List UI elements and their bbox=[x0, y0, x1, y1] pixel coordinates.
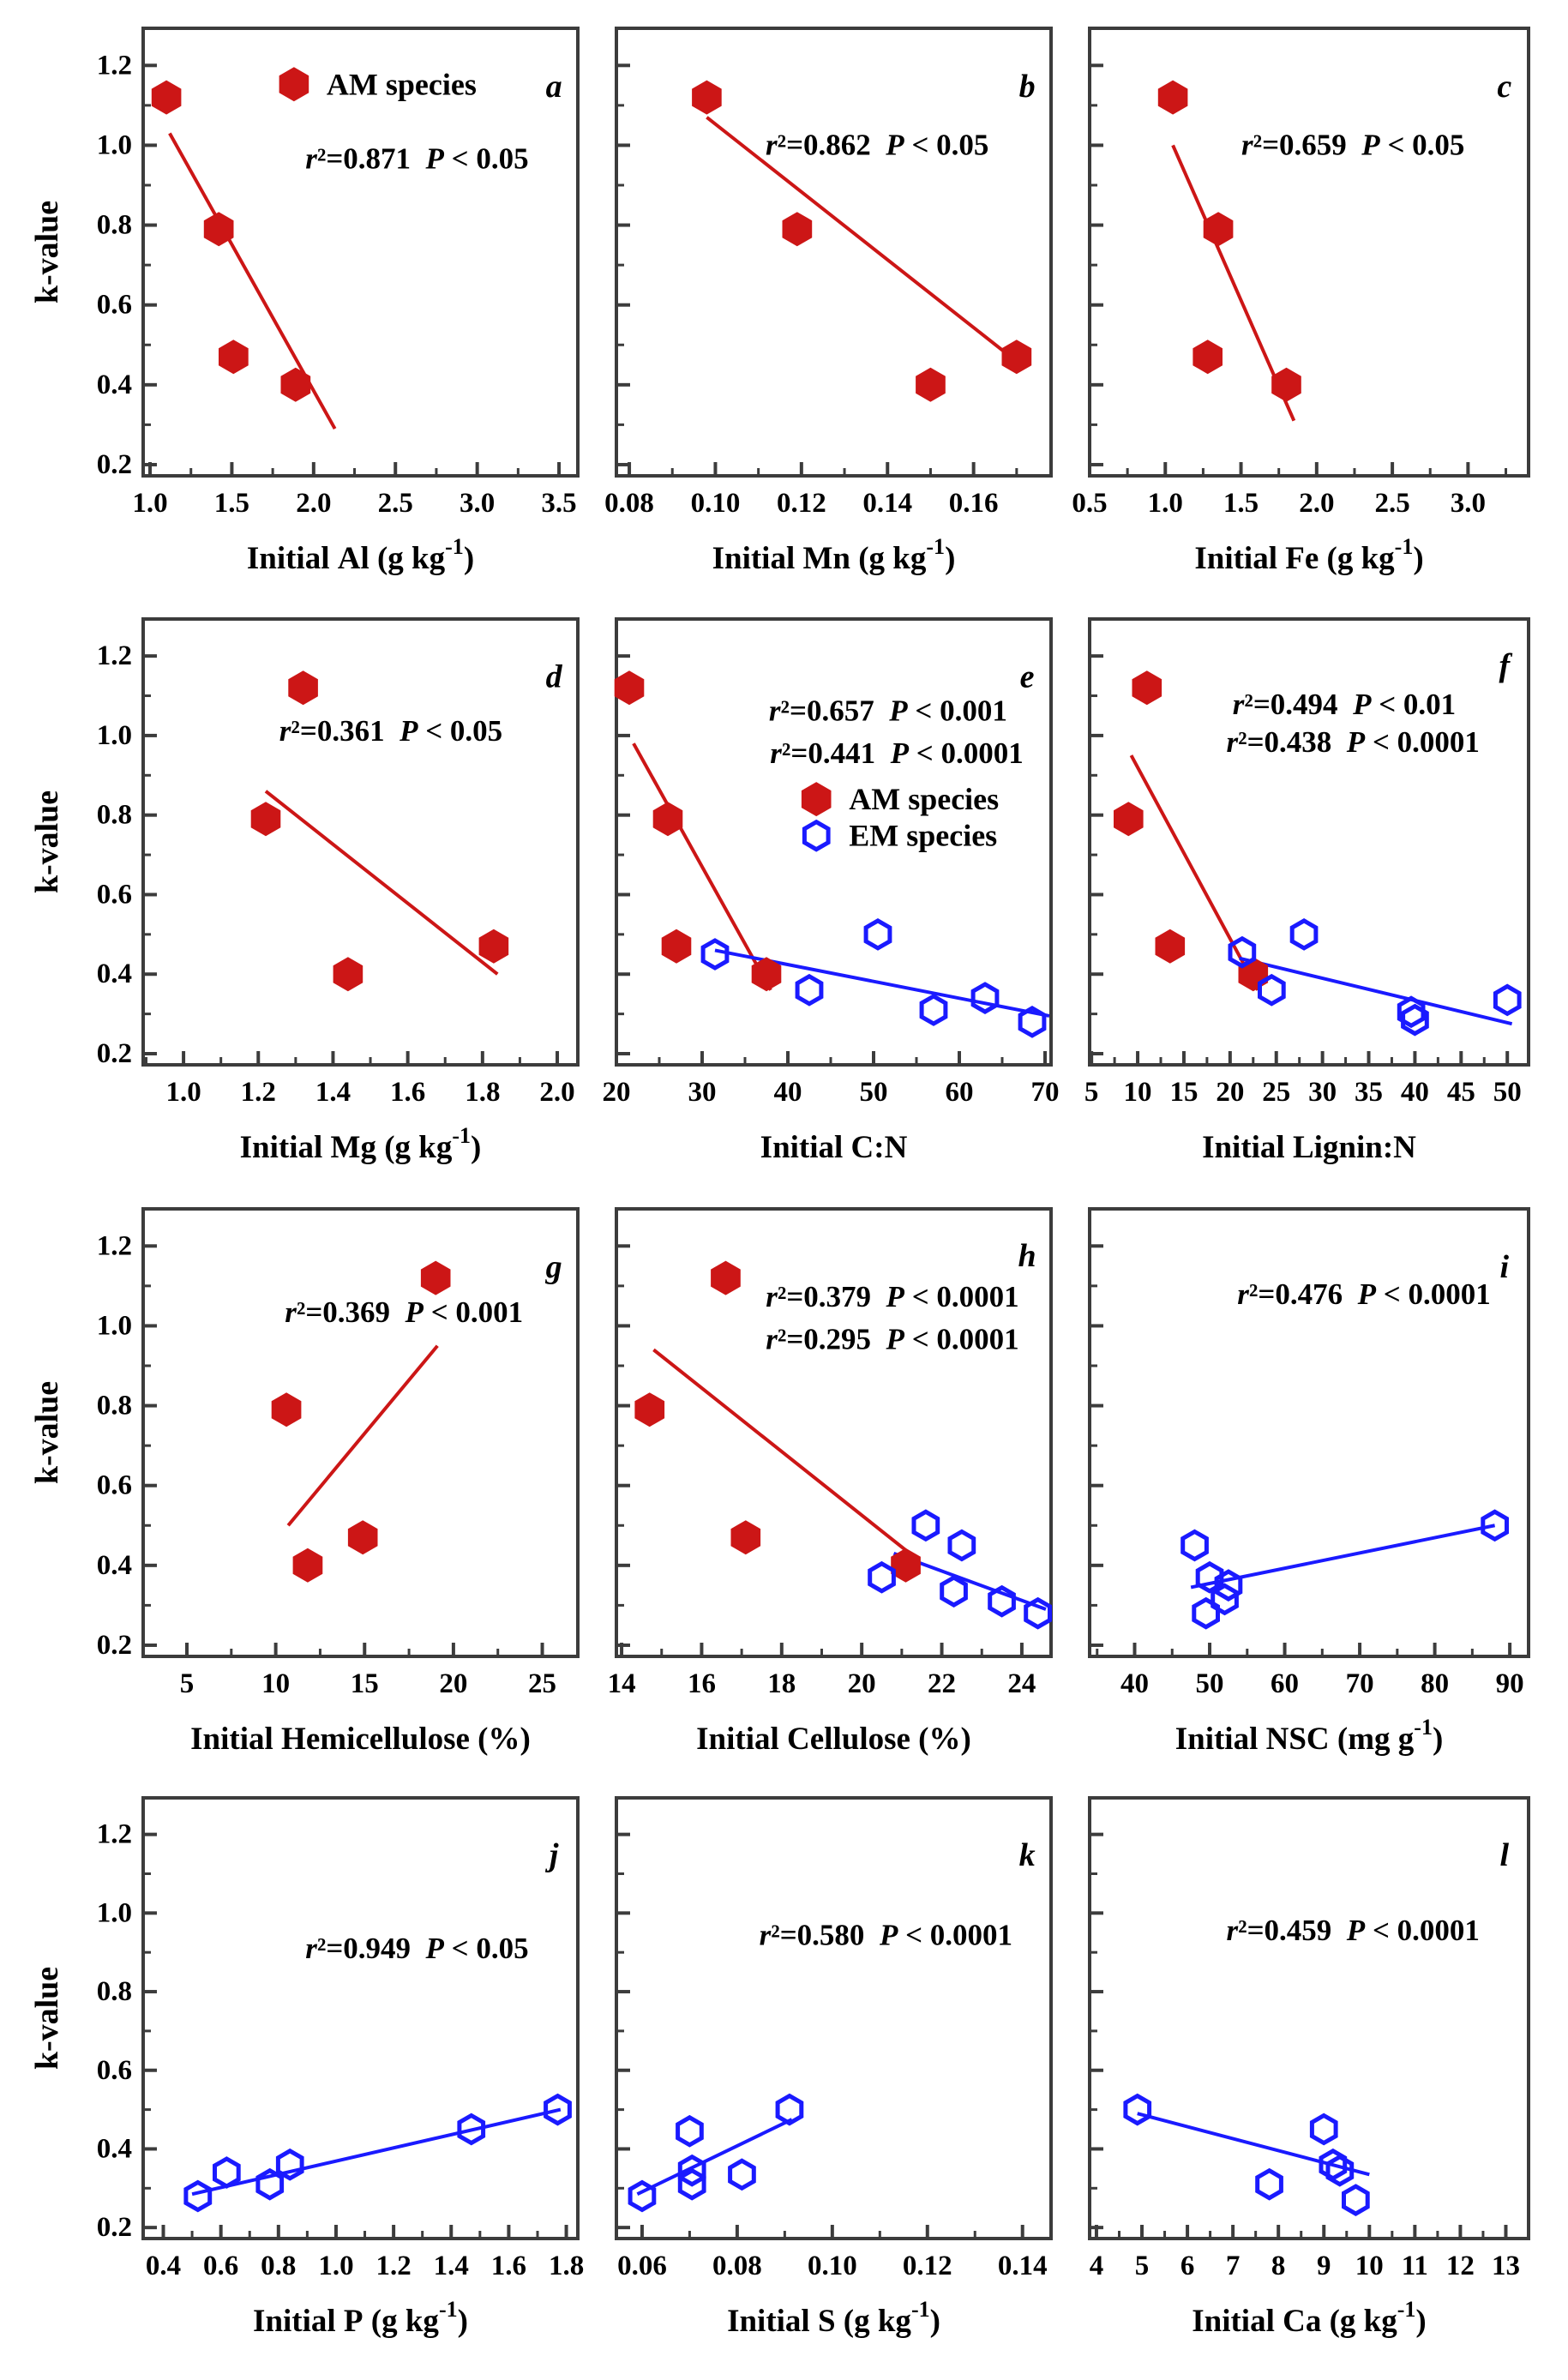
x-tick-label: 40 bbox=[1400, 1077, 1429, 1108]
data-point-am bbox=[1002, 340, 1032, 374]
x-tick-label: 1.6 bbox=[490, 2251, 527, 2281]
x-tick-label: 0.12 bbox=[902, 2251, 952, 2281]
x-tick-label: 0.14 bbox=[862, 488, 913, 519]
x-tick-label: 20 bbox=[847, 1668, 876, 1699]
legend-label-em: EM species bbox=[849, 818, 998, 853]
data-point-am bbox=[731, 1520, 761, 1554]
data-point-em bbox=[1260, 977, 1284, 1004]
plot-frame bbox=[143, 619, 578, 1065]
plot-frame bbox=[616, 1209, 1051, 1656]
panel-k bbox=[616, 1798, 1051, 2339]
x-tick-label: 1.0 bbox=[132, 488, 168, 519]
x-tick-label: 2.5 bbox=[1374, 488, 1410, 519]
x-tick-label: 90 bbox=[1495, 1668, 1524, 1699]
stats-annotation: r²=0.361 P < 0.05 bbox=[279, 713, 503, 748]
y-tick-label: 1.0 bbox=[96, 1897, 132, 1929]
data-point-am bbox=[662, 929, 692, 964]
y-tick-label: 1.0 bbox=[96, 1310, 132, 1342]
legend-marker-am bbox=[802, 782, 832, 816]
x-axis-label: Initial Ca (g $kg^{-1}$) bbox=[1192, 2296, 1427, 2339]
x-axis-label: Initial P (g $kg^{-1}$) bbox=[253, 2296, 468, 2339]
y-axis-label: k-value bbox=[29, 200, 65, 304]
y-tick-label: 0.6 bbox=[96, 289, 132, 321]
x-tick-label: 70 bbox=[1345, 1668, 1374, 1699]
x-tick-label: 2.0 bbox=[539, 1077, 575, 1108]
y-tick-label: 1.2 bbox=[96, 50, 132, 81]
legend-label-am: AM species bbox=[849, 782, 1000, 817]
x-tick-label: 18 bbox=[767, 1668, 796, 1699]
x-tick-label: 7 bbox=[1225, 2251, 1241, 2281]
x-tick-label: 35 bbox=[1355, 1077, 1384, 1108]
x-axis-label: Initial Mn (g $kg^{-1}$) bbox=[712, 533, 956, 576]
panel-letter: b bbox=[1018, 68, 1036, 105]
regression-line-am bbox=[288, 1346, 437, 1526]
x-tick-label: 24 bbox=[1007, 1668, 1036, 1699]
y-axis-label: k-value bbox=[29, 1966, 65, 2070]
data-point-em bbox=[922, 996, 946, 1024]
data-point-em bbox=[1258, 2171, 1282, 2198]
regression-line-em bbox=[637, 2119, 791, 2194]
data-point-em bbox=[1495, 986, 1519, 1013]
panel-letter: c bbox=[1497, 68, 1512, 105]
data-point-em bbox=[1126, 2096, 1150, 2124]
x-tick-label: 25 bbox=[528, 1668, 557, 1699]
panel-l bbox=[1090, 1798, 1529, 2339]
y-tick-label: 1.0 bbox=[96, 719, 132, 751]
x-tick-label: 0.14 bbox=[997, 2251, 1048, 2281]
stats-annotation: r²=0.871 P < 0.05 bbox=[305, 141, 529, 175]
panel-letter: l bbox=[1499, 1836, 1510, 1873]
x-tick-label: 0.4 bbox=[145, 2251, 182, 2281]
x-tick-label: 0.08 bbox=[604, 488, 654, 519]
y-tick-label: 0.6 bbox=[96, 2054, 132, 2086]
panel-letter: d bbox=[545, 658, 562, 695]
x-axis-label: Initial Cellulose (%) bbox=[696, 1721, 971, 1757]
x-tick-label: 0.6 bbox=[203, 2251, 239, 2281]
data-point-am bbox=[333, 957, 363, 991]
data-point-am bbox=[293, 1548, 323, 1583]
data-point-em bbox=[215, 2159, 239, 2186]
panel-letter: a bbox=[545, 68, 562, 105]
y-tick-label: 1.0 bbox=[96, 129, 132, 161]
x-tick-label: 45 bbox=[1446, 1077, 1475, 1108]
panel-letter: j bbox=[549, 1836, 559, 1873]
x-axis-label: Initial NSC (mg $g^{-1}$) bbox=[1174, 1714, 1444, 1757]
data-point-em bbox=[942, 1578, 966, 1605]
x-axis-label: Initial Al (g $kg^{-1}$) bbox=[246, 533, 475, 576]
legend-marker-am bbox=[279, 67, 309, 101]
data-point-am bbox=[479, 929, 509, 964]
data-point-am bbox=[653, 802, 683, 836]
data-point-em bbox=[1344, 2186, 1368, 2214]
x-tick-label: 60 bbox=[1271, 1668, 1300, 1699]
x-tick-label: 50 bbox=[859, 1077, 888, 1108]
data-point-am bbox=[251, 802, 281, 836]
x-tick-label: 3.0 bbox=[460, 488, 496, 519]
x-tick-label: 5 bbox=[179, 1668, 195, 1699]
x-tick-label: 0.5 bbox=[1072, 488, 1108, 519]
data-point-em bbox=[866, 921, 890, 948]
x-tick-label: 1.5 bbox=[213, 488, 250, 519]
panel-f bbox=[1084, 619, 1529, 1165]
data-point-em bbox=[678, 2118, 702, 2145]
stats-annotation: r²=0.369 P < 0.001 bbox=[285, 1295, 524, 1329]
y-tick-label: 0.4 bbox=[96, 959, 132, 990]
x-tick-label: 0.8 bbox=[261, 2251, 297, 2281]
plot-frame bbox=[143, 1209, 578, 1656]
data-point-em bbox=[870, 1564, 894, 1591]
stats-annotation: r²=0.659 P < 0.05 bbox=[1241, 128, 1465, 162]
y-tick-label: 0.8 bbox=[96, 1976, 132, 2008]
y-tick-label: 0.4 bbox=[96, 1549, 132, 1581]
x-tick-label: 1.5 bbox=[1223, 488, 1259, 519]
legend-marker-em bbox=[804, 822, 828, 850]
x-tick-label: 22 bbox=[928, 1668, 957, 1699]
x-tick-label: 0.10 bbox=[807, 2251, 857, 2281]
regression-line-am bbox=[1132, 755, 1259, 990]
x-tick-label: 0.10 bbox=[690, 488, 741, 519]
y-axis-label: k-value bbox=[29, 1380, 65, 1485]
x-axis-label: Initial Hemicellulose (%) bbox=[190, 1721, 531, 1757]
y-tick-label: 0.2 bbox=[96, 1629, 132, 1661]
panel-letter: k bbox=[1018, 1836, 1036, 1873]
x-tick-label: 2.5 bbox=[377, 488, 413, 519]
x-tick-label: 40 bbox=[1120, 1668, 1150, 1699]
data-point-em bbox=[914, 1512, 938, 1539]
panel-h bbox=[608, 1209, 1051, 1757]
y-tick-label: 0.8 bbox=[96, 799, 132, 831]
regression-line-am bbox=[266, 791, 497, 974]
x-tick-label: 3.5 bbox=[541, 488, 577, 519]
plot-frame bbox=[1090, 1209, 1529, 1656]
stats-annotation: r²=0.494 P < 0.01 bbox=[1232, 687, 1457, 721]
stats-annotation: r²=0.580 P < 0.0001 bbox=[759, 1917, 1013, 1951]
y-tick-label: 0.6 bbox=[96, 879, 132, 911]
y-tick-label: 0.2 bbox=[96, 2212, 132, 2244]
stats-annotation: r²=0.949 P < 0.05 bbox=[305, 1931, 529, 1965]
x-tick-label: 0.12 bbox=[776, 488, 826, 519]
x-tick-label: 16 bbox=[687, 1668, 716, 1699]
x-tick-label: 60 bbox=[945, 1077, 974, 1108]
stats-annotation: r²=0.295 P < 0.0001 bbox=[766, 1321, 1019, 1355]
data-point-am bbox=[1193, 340, 1223, 374]
y-tick-label: 0.6 bbox=[96, 1469, 132, 1501]
data-point-am bbox=[1158, 81, 1188, 115]
data-point-em bbox=[278, 2151, 302, 2179]
data-point-am bbox=[1114, 802, 1144, 836]
stats-annotation: r²=0.657 P < 0.001 bbox=[768, 694, 1007, 728]
x-tick-label: 20 bbox=[439, 1668, 468, 1699]
x-tick-label: 2.0 bbox=[1299, 488, 1335, 519]
x-tick-label: 30 bbox=[688, 1077, 717, 1108]
x-tick-label: 14 bbox=[607, 1668, 636, 1699]
x-tick-label: 10 bbox=[261, 1668, 291, 1699]
data-point-am bbox=[348, 1520, 378, 1554]
x-tick-label: 1.4 bbox=[315, 1077, 351, 1108]
x-tick-label: 1.2 bbox=[375, 2251, 412, 2281]
x-tick-label: 8 bbox=[1271, 2251, 1286, 2281]
x-axis-label: Initial Fe (g $kg^{-1}$) bbox=[1194, 533, 1424, 576]
x-tick-label: 80 bbox=[1421, 1668, 1450, 1699]
data-point-am bbox=[692, 81, 722, 115]
x-axis-label: Initial C:N bbox=[760, 1129, 908, 1165]
stats-annotation: r²=0.438 P < 0.0001 bbox=[1226, 724, 1480, 759]
x-tick-label: 11 bbox=[1401, 2251, 1428, 2281]
data-point-em bbox=[730, 2161, 754, 2188]
x-tick-label: 5 bbox=[1084, 1077, 1099, 1108]
panel-letter: e bbox=[1019, 658, 1035, 695]
x-tick-label: 1.0 bbox=[318, 2251, 354, 2281]
data-point-em bbox=[1026, 1600, 1050, 1627]
plot-frame bbox=[1090, 28, 1529, 476]
data-point-am bbox=[219, 340, 249, 374]
panel-d bbox=[29, 619, 578, 1165]
x-tick-label: 9 bbox=[1316, 2251, 1331, 2281]
y-tick-label: 0.2 bbox=[96, 1038, 132, 1070]
data-point-em bbox=[630, 2183, 654, 2210]
data-point-em bbox=[1292, 921, 1316, 948]
data-point-em bbox=[703, 941, 727, 968]
x-axis-label: Initial S (g $kg^{-1}$) bbox=[727, 2296, 940, 2339]
data-point-am bbox=[615, 670, 645, 705]
x-tick-label: 10 bbox=[1123, 1077, 1152, 1108]
data-point-em bbox=[1194, 1600, 1218, 1627]
plot-frame bbox=[616, 28, 1051, 476]
data-point-em bbox=[1312, 2116, 1336, 2143]
panel-letter: h bbox=[1018, 1237, 1036, 1274]
panel-g bbox=[29, 1209, 578, 1757]
data-point-am bbox=[272, 1392, 302, 1427]
stats-annotation: r²=0.476 P < 0.0001 bbox=[1237, 1277, 1491, 1311]
x-tick-label: 25 bbox=[1262, 1077, 1291, 1108]
data-point-am bbox=[1204, 212, 1234, 246]
data-point-em bbox=[950, 1532, 974, 1560]
data-point-em bbox=[973, 984, 997, 1012]
x-tick-label: 50 bbox=[1493, 1077, 1522, 1108]
y-axis-label: k-value bbox=[29, 790, 65, 894]
regression-line-em bbox=[1240, 959, 1512, 1025]
x-tick-label: 6 bbox=[1180, 2251, 1195, 2281]
x-tick-label: 4 bbox=[1089, 2251, 1104, 2281]
regression-line-am bbox=[653, 1349, 910, 1553]
x-tick-label: 1.4 bbox=[433, 2251, 469, 2281]
data-point-am bbox=[152, 81, 182, 115]
x-tick-label: 20 bbox=[1216, 1077, 1245, 1108]
data-point-am bbox=[916, 368, 946, 402]
panel-letter: g bbox=[545, 1248, 562, 1285]
x-tick-label: 50 bbox=[1195, 1668, 1224, 1699]
data-point-am bbox=[1156, 929, 1186, 964]
x-tick-label: 1.2 bbox=[240, 1077, 276, 1108]
panel-letter: f bbox=[1499, 647, 1511, 684]
regression-line-em bbox=[192, 2110, 561, 2195]
x-axis-label: Initial Mg (g $kg^{-1}$) bbox=[239, 1122, 482, 1165]
x-tick-label: 2.0 bbox=[296, 488, 332, 519]
x-tick-label: 1.6 bbox=[390, 1077, 426, 1108]
data-point-am bbox=[288, 670, 318, 705]
legend-label-am: AM species bbox=[326, 67, 477, 102]
data-point-em bbox=[1183, 1532, 1207, 1560]
x-tick-label: 20 bbox=[602, 1077, 631, 1108]
y-tick-label: 0.8 bbox=[96, 1390, 132, 1421]
x-axis-label: Initial Lignin:N bbox=[1202, 1129, 1416, 1165]
panel-i bbox=[1090, 1209, 1529, 1757]
y-tick-label: 1.2 bbox=[96, 1818, 132, 1850]
x-tick-label: 13 bbox=[1491, 2251, 1520, 2281]
y-tick-label: 0.8 bbox=[96, 209, 132, 241]
y-tick-label: 0.4 bbox=[96, 369, 132, 400]
panel-letter: i bbox=[1499, 1248, 1510, 1285]
x-tick-label: 1.0 bbox=[1147, 488, 1183, 519]
data-point-am bbox=[421, 1261, 451, 1295]
panel-j bbox=[29, 1798, 584, 2339]
y-tick-label: 0.2 bbox=[96, 448, 132, 480]
x-tick-label: 15 bbox=[1169, 1077, 1199, 1108]
plot-frame bbox=[143, 1798, 578, 2239]
stats-annotation: r²=0.441 P < 0.0001 bbox=[770, 736, 1024, 770]
x-tick-label: 0.16 bbox=[948, 488, 999, 519]
data-point-am bbox=[783, 212, 813, 246]
data-point-am bbox=[1271, 368, 1301, 402]
data-point-em bbox=[186, 2183, 210, 2210]
data-point-em bbox=[797, 977, 821, 1004]
x-tick-label: 1.8 bbox=[465, 1077, 501, 1108]
data-point-am bbox=[634, 1392, 664, 1427]
stats-annotation: r²=0.459 P < 0.0001 bbox=[1226, 1913, 1480, 1947]
y-tick-label: 1.2 bbox=[96, 640, 132, 672]
x-tick-label: 0.08 bbox=[712, 2251, 762, 2281]
x-tick-label: 70 bbox=[1030, 1077, 1060, 1108]
y-tick-label: 0.4 bbox=[96, 2133, 132, 2165]
x-tick-label: 5 bbox=[1134, 2251, 1150, 2281]
x-tick-label: 15 bbox=[350, 1668, 379, 1699]
panel-a bbox=[29, 28, 578, 576]
data-point-am bbox=[1132, 670, 1162, 705]
panel-e bbox=[603, 619, 1060, 1165]
x-tick-label: 10 bbox=[1355, 2251, 1384, 2281]
x-tick-label: 1.0 bbox=[165, 1077, 201, 1108]
x-tick-label: 40 bbox=[773, 1077, 802, 1108]
plot-frame bbox=[1090, 1798, 1529, 2239]
panel-b bbox=[604, 28, 1051, 576]
data-point-am bbox=[711, 1261, 741, 1295]
panel-c bbox=[1072, 28, 1529, 576]
x-tick-label: 0.06 bbox=[617, 2251, 667, 2281]
data-point-am bbox=[281, 368, 311, 402]
x-tick-label: 1.8 bbox=[548, 2251, 585, 2281]
x-tick-label: 12 bbox=[1445, 2251, 1475, 2281]
y-tick-label: 1.2 bbox=[96, 1230, 132, 1262]
x-tick-label: 3.0 bbox=[1450, 488, 1487, 519]
stats-annotation: r²=0.862 P < 0.05 bbox=[765, 128, 989, 162]
x-tick-label: 30 bbox=[1308, 1077, 1337, 1108]
stats-annotation: r²=0.379 P < 0.0001 bbox=[766, 1279, 1019, 1313]
